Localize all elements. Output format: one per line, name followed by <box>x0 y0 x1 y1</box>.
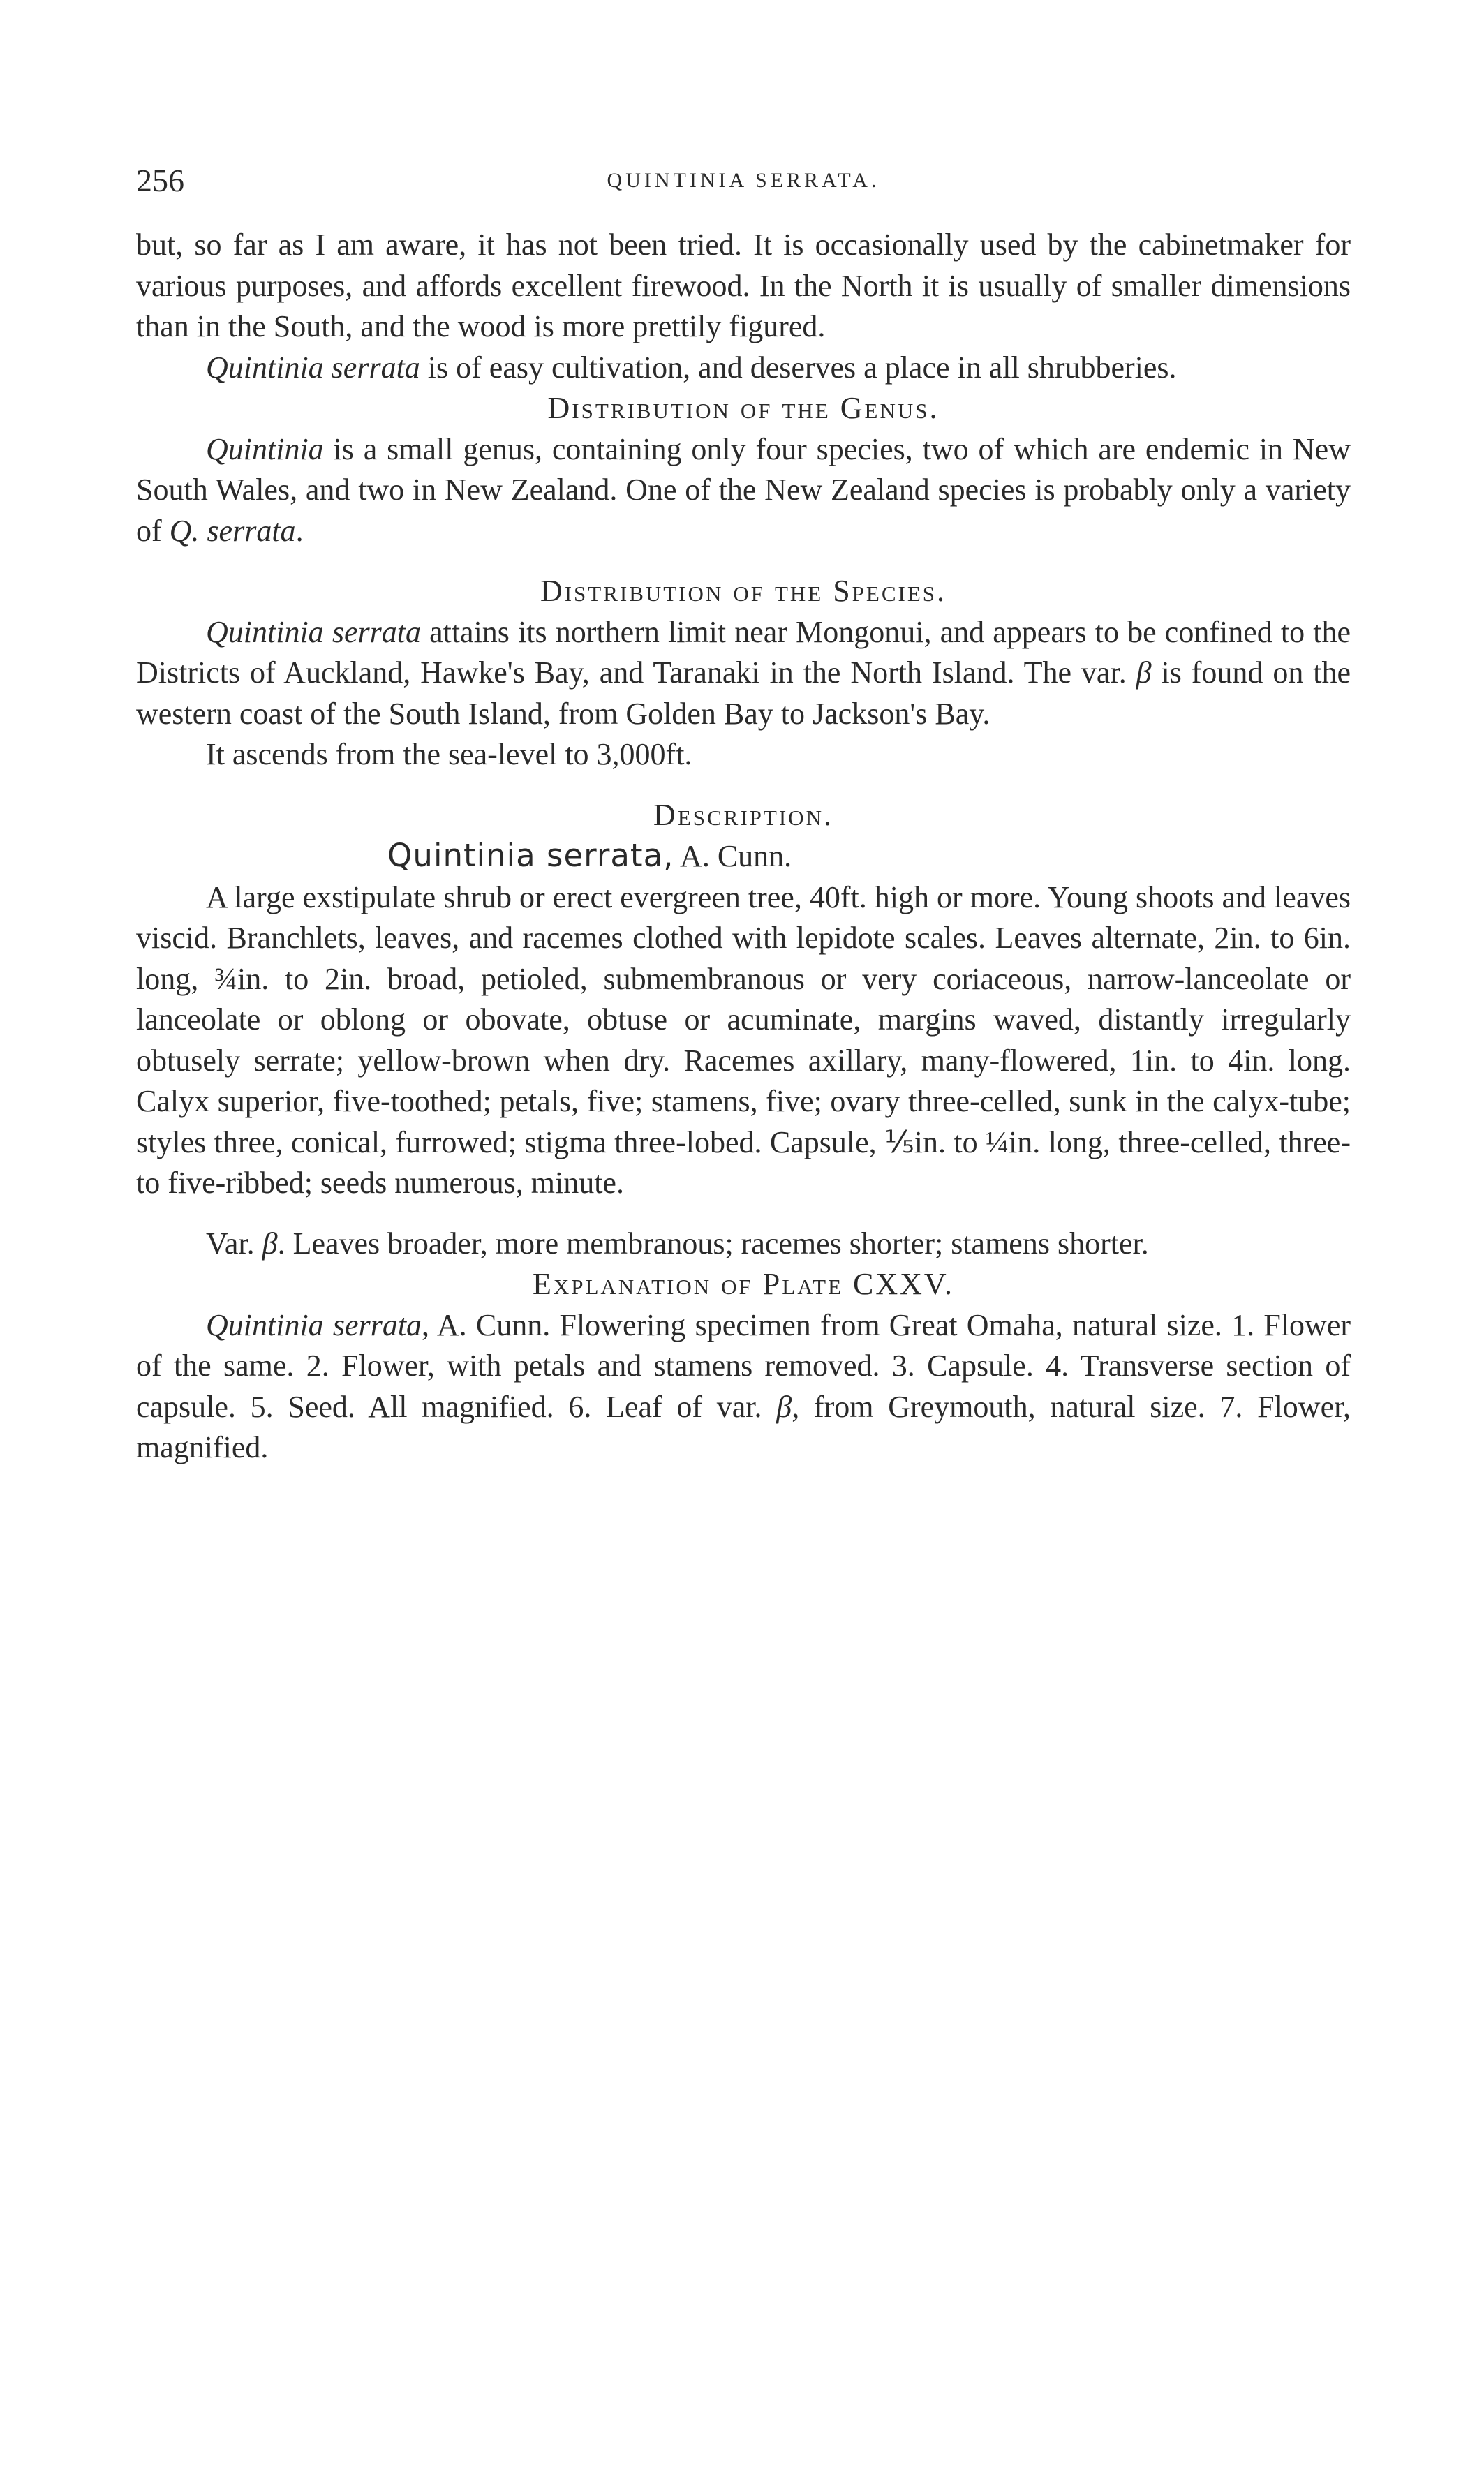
species-name: Quintinia serrata <box>206 614 421 649</box>
species-title-author: A. Cunn. <box>674 839 792 873</box>
genus-name: Quintinia <box>206 431 324 466</box>
cultivation-paragraph <box>136 348 1351 389</box>
species-distribution-heading: Distribution of the Species. <box>540 574 947 608</box>
plate-paragraph <box>136 1305 1351 1469</box>
genus-text-b: . <box>295 513 304 548</box>
species-title <box>136 836 1351 877</box>
cultivation-text: is of easy cultivation, and deserves a place in all shrubberies. <box>420 350 1177 385</box>
variety-text: . Leaves broader, more membranous; racemes shorter; stamens shorter. <box>277 1226 1149 1261</box>
beta-symbol: β <box>776 1389 792 1424</box>
beta-symbol: β <box>1136 655 1152 690</box>
genus-species-ref: Q. serrata <box>169 513 296 548</box>
species-name: Quintinia serrata <box>206 350 420 385</box>
running-head: QUINTINIA SERRATA. <box>607 169 880 192</box>
species-dist-text-a: attains its northern limit near Mongonui, and appears to be confined to the Districts of Auckland, Hawke's Bay, and Taranaki in the North Island. The var. <box>136 614 1351 690</box>
page-header <box>136 162 1351 204</box>
species-title-name: Quintinia serrata, <box>387 837 674 874</box>
plate-heading: Explanation of Plate CXXV. <box>532 1267 955 1301</box>
beta-symbol: β <box>262 1226 278 1261</box>
species-dist-text-b: is found on the western coast of the South Island, from Golden Bay to Jackson's Bay. <box>136 655 1351 731</box>
species-name: Quintinia serrata <box>206 1307 422 1342</box>
plate-text-b: , from Greymouth, natural size. 7. Flower, magnified. <box>136 1389 1351 1464</box>
plate-text-a: , A. Cunn. Flowering specimen from Great Omaha, natural size. 1. Flower of the same. 2. Flower, with petals and stamens removed. 3. Capsule. 4. Transverse section of capsule. 5. Seed. All magnified. 6. Leaf of var. <box>136 1307 1351 1424</box>
species-distribution-paragraph <box>136 612 1351 735</box>
genus-text-a: is a small genus, containing only four species, two of which are endemic in New South Wales, and two in New Zealand. One of the New Zealand species is probably only a variety of <box>136 431 1351 548</box>
page-number: 256 <box>136 163 184 198</box>
genus-paragraph <box>136 429 1351 552</box>
altitude-paragraph: It ascends from the sea-level to 3,000ft. <box>206 737 692 771</box>
genus-heading: Distribution of the Genus. <box>547 391 940 425</box>
description-paragraph: A large exstipulate shrub or erect evergreen tree, 40ft. high or more. Young shoots and leaves viscid. Branchlets, leaves, and racemes clothed with lepidote scales. Leaves alternate, 2in. to 6in. long, ¾in. to 2in. broad, petioled, submembranous or very coriaceous, narrow-lanceolate or lanceolate or oblong or obovate, obtuse or acuminate, margins waved, distantly irregularly obtusely serrate; yellow-brown when dry. Racemes axillary, many-flowered, 1in. to 4in. long. Calyx superior, five-toothed; petals, five; stamens, five; ovary three-celled, sunk in the calyx-tube; styles three, conical, furrowed; stigma three-lobed. Capsule, ⅕in. to ¼in. long, three-celled, three- to five-ribbed; seeds numerous, minute. <box>136 879 1351 1200</box>
intro-paragraph: but, so far as I am aware, it has not been tried. It is occasionally used by the cabinetmaker for various purposes, and affords excellent firewood. In the North it is usually of smaller dimensions than in the South, and the wood is more prettily figured. <box>136 228 1351 343</box>
variety-label: Var. <box>206 1226 262 1261</box>
page-body <box>136 225 1351 1469</box>
description-heading: Description. <box>653 797 833 832</box>
variety-paragraph <box>136 1224 1351 1265</box>
